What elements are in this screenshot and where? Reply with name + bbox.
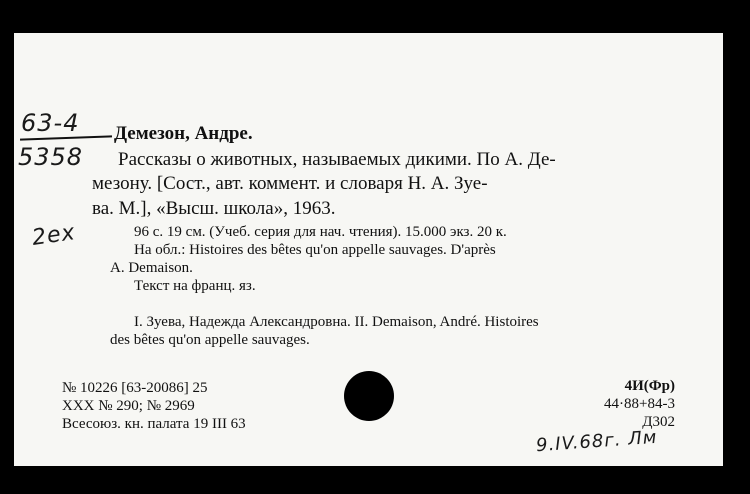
- footer-right-line-1: 4И(Фр): [624, 378, 675, 394]
- handwritten-bottom-note: 9.IV.68г. Лм: [535, 426, 658, 457]
- punched-hole-dot: [344, 371, 394, 421]
- tracings-line-2: des bêtes qu'on appelle sauvages.: [110, 332, 310, 348]
- catalog-card: [14, 33, 723, 466]
- language-note: Текст на франц. яз.: [134, 278, 256, 294]
- footer-right-line-2: 44·88+84-3: [604, 396, 675, 412]
- note-original-title-line-1: На обл.: Histoires des bêtes qu'on appelle sauvages. D'après: [134, 242, 496, 258]
- title-line-3: ва. М.], «Высш. школа», 1963.: [92, 198, 336, 219]
- footer-left-line-3: Всесоюз. кн. палата 19 III 63: [62, 416, 246, 432]
- handwritten-call-number-bottom: 5358: [18, 143, 84, 171]
- handwritten-call-number-top: 63-4: [21, 109, 80, 137]
- footer-right-line-3: Д302: [642, 414, 675, 430]
- author-heading: Демезон, Андре.: [114, 123, 253, 144]
- tracings-line-1: I. Зуева, Надежда Александровна. II. Demaison, André. Histoires: [134, 314, 539, 330]
- handwritten-side-note: 2ex: [30, 220, 78, 251]
- physical-description: 96 с. 19 см. (Учеб. серия для нач. чтения). 15.000 экз. 20 к.: [134, 224, 507, 240]
- note-original-title-line-2: A. Demaison.: [110, 260, 193, 276]
- title-line-2: мезону. [Сост., авт. коммент. и словаря Н. А. Зуе-: [92, 173, 488, 194]
- footer-left-line-2: XXX № 290; № 2969: [62, 398, 195, 414]
- footer-left-line-1: № 10226 [63-20086] 25: [62, 380, 208, 396]
- title-line-1: Рассказы о животных, называемых дикими. По А. Де-: [118, 149, 556, 170]
